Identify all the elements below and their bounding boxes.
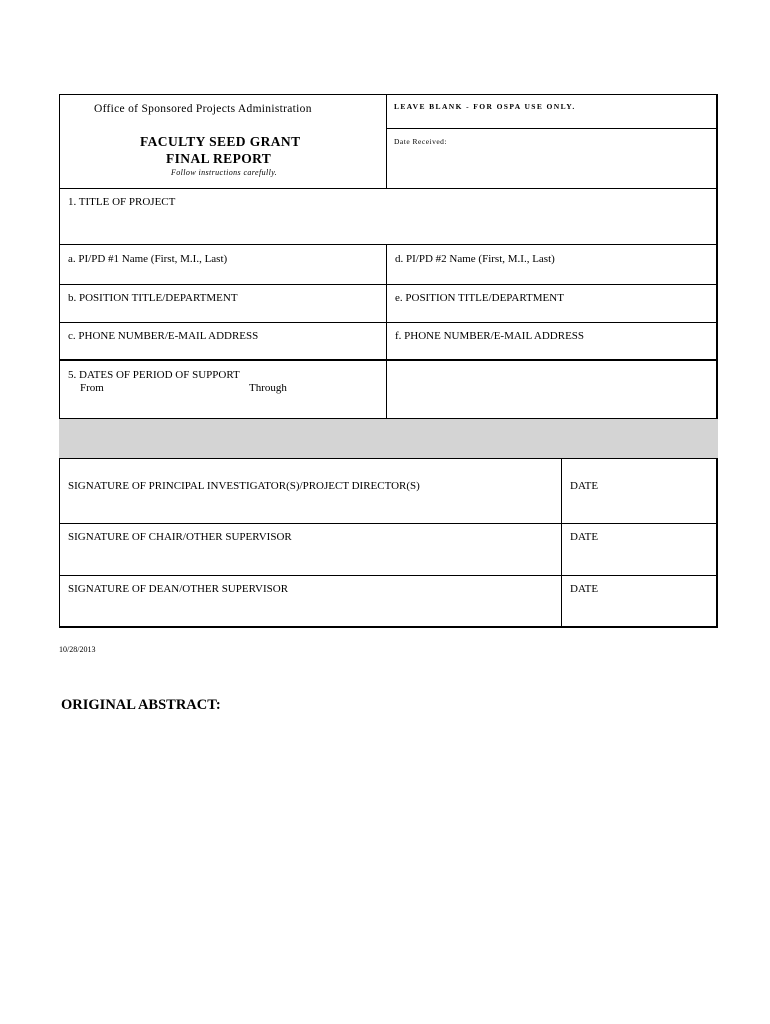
pi1-position-label: b. POSITION TITLE/DEPARTMENT xyxy=(68,292,238,304)
signature-chair-label: SIGNATURE OF CHAIR/OTHER SUPERVISOR xyxy=(68,531,292,543)
date-chair-label: DATE xyxy=(570,531,599,543)
pi1-name-label: a. PI/PD #1 Name (First, M.I., Last) xyxy=(68,253,228,265)
ospa-use-label: LEAVE BLANK - FOR OSPA USE ONLY. xyxy=(394,102,576,111)
date-pi-label: DATE xyxy=(570,480,599,492)
pi1-phone-label: c. PHONE NUMBER/E-MAIL ADDRESS xyxy=(68,330,259,342)
instructions-note: Follow instructions carefully. xyxy=(171,168,278,177)
form-title-line1: FACULTY SEED GRANT xyxy=(140,134,301,149)
pi2-phone-label: f. PHONE NUMBER/E-MAIL ADDRESS xyxy=(395,330,585,342)
office-name: Office of Sponsored Projects Administration xyxy=(94,103,312,115)
through-label: Through xyxy=(249,382,287,394)
form-revision-date: 10/28/2013 xyxy=(59,645,96,654)
gray-separator-band xyxy=(59,419,718,458)
dates-right-field[interactable] xyxy=(386,360,718,419)
ospa-divider xyxy=(386,128,718,129)
pi2-position-label: e. POSITION TITLE/DEPARTMENT xyxy=(395,292,564,304)
pi2-name-label: d. PI/PD #2 Name (First, M.I., Last) xyxy=(395,253,555,265)
form-title-line2: FINAL REPORT xyxy=(166,151,272,166)
signature-dean-label: SIGNATURE OF DEAN/OTHER SUPERVISOR xyxy=(68,583,289,595)
original-abstract-heading: ORIGINAL ABSTRACT: xyxy=(61,697,221,713)
date-received-label: Date Received: xyxy=(394,137,448,146)
title-of-project-label: 1. TITLE OF PROJECT xyxy=(68,196,176,208)
dates-of-support-label: 5. DATES OF PERIOD OF SUPPORT xyxy=(68,369,240,381)
signature-pi-label: SIGNATURE OF PRINCIPAL INVESTIGATOR(S)/PROJECT DIRECTOR(S) xyxy=(68,480,420,492)
date-dean-label: DATE xyxy=(570,583,599,595)
from-label: From xyxy=(80,382,104,394)
